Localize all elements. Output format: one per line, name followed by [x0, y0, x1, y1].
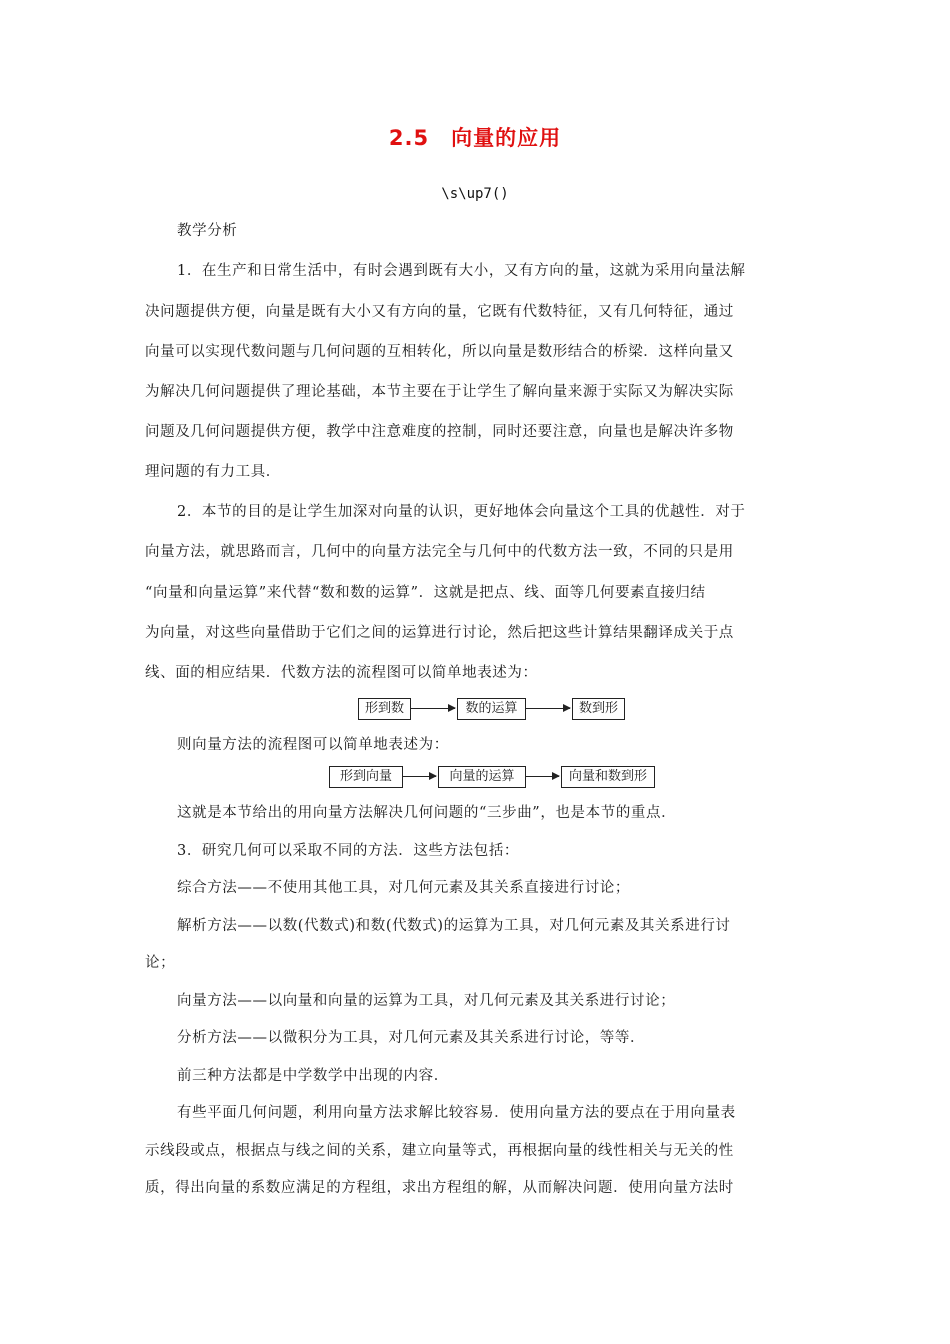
algebra-flowchart [358, 698, 626, 722]
arrow-right-icon [526, 708, 570, 709]
paragraph-line: 有些平面几何问题，利用向量方法求解比较容易．使用向量方法的要点在于用向量表 [177, 1105, 736, 1121]
paragraph-line: 向量方法，就思路而言，几何中的向量方法完全与几何中的代数方法一致，不同的只是用 [145, 544, 734, 560]
flow-box: 数到形 [572, 698, 625, 720]
section-heading: 教学分析 [177, 223, 238, 239]
paragraph-line: 线、面的相应结果．代数方法的流程图可以简单地表述为： [145, 665, 538, 681]
page-title: 2.5 向量的应用 [388, 126, 562, 150]
paragraph-line: 解析方法——以数(代数式)和数(代数式)的运算为工具，对几何元素及其关系进行讨 [177, 918, 731, 934]
paragraph-line: 示线段或点，根据点与线之间的关系，建立向量等式，再根据向量的线性相关与无关的性 [145, 1143, 734, 1159]
flow-box: 向量和数到形 [561, 766, 655, 788]
paragraph-line: 为向量，对这些向量借助于它们之间的运算进行讨论，然后把这些计算结果翻译成关于点 [145, 625, 734, 641]
paragraph-line: 决问题提供方便，向量是既有大小又有方向的量，它既有代数特征，又有几何特征，通过 [145, 304, 734, 320]
paragraph-line: 则向量方法的流程图可以简单地表述为： [177, 737, 449, 753]
paragraph-line: 向量方法——以向量和向量的运算为工具，对几何元素及其关系进行讨论； [177, 993, 676, 1009]
paragraph-line: 这就是本节给出的用向量方法解决几何问题的“三步曲”，也是本节的重点． [177, 805, 677, 821]
paragraph-line: “向量和向量运算”来代替“数和数的运算”．这就是把点、线、面等几何要素直接归结 [145, 585, 706, 601]
paragraph-line: 前三种方法都是中学数学中出现的内容． [177, 1068, 449, 1084]
paragraph-line: 论； [145, 955, 176, 971]
paragraph-line: 问题及几何问题提供方便，教学中注意难度的控制，同时还要注意，向量也是解决许多物 [145, 424, 734, 440]
flow-box: 向量的运算 [438, 766, 526, 788]
paragraph-line: 2．本节的目的是让学生加深对向量的认识，更好地体会向量这个工具的优越性．对于 [177, 504, 746, 520]
paragraph-line: 向量可以实现代数问题与几何问题的互相转化，所以向量是数形结合的桥梁．这样向量又 [145, 344, 734, 360]
paragraph-line: 为解决几何问题提供了理论基础，本节主要在于让学生了解向量来源于实际又为解决实际 [145, 384, 734, 400]
paragraph-line: 1．在生产和日常生活中，有时会遇到既有大小，又有方向的量，这就为采用向量法解 [177, 263, 746, 279]
arrow-right-icon [411, 708, 455, 709]
paragraph-line: 3．研究几何可以采取不同的方法．这些方法包括： [177, 843, 520, 859]
vector-flowchart [329, 766, 655, 790]
flow-box: 数的运算 [457, 698, 526, 720]
flow-box: 形到数 [358, 698, 411, 720]
arrow-right-icon [403, 776, 436, 777]
paragraph-line: 综合方法——不使用其他工具，对几何元素及其关系直接进行讨论； [177, 880, 630, 896]
paragraph-line: 理问题的有力工具． [145, 464, 281, 480]
arrow-right-icon [526, 776, 559, 777]
field-code-text: \s\up7() [441, 186, 509, 202]
flow-box: 形到向量 [329, 766, 403, 788]
paragraph-line: 分析方法——以微积分为工具，对几何元素及其关系进行讨论，等等． [177, 1030, 646, 1046]
paragraph-line: 质，得出向量的系数应满足的方程组，求出方程组的解，从而解决问题．使用向量方法时 [145, 1180, 734, 1196]
